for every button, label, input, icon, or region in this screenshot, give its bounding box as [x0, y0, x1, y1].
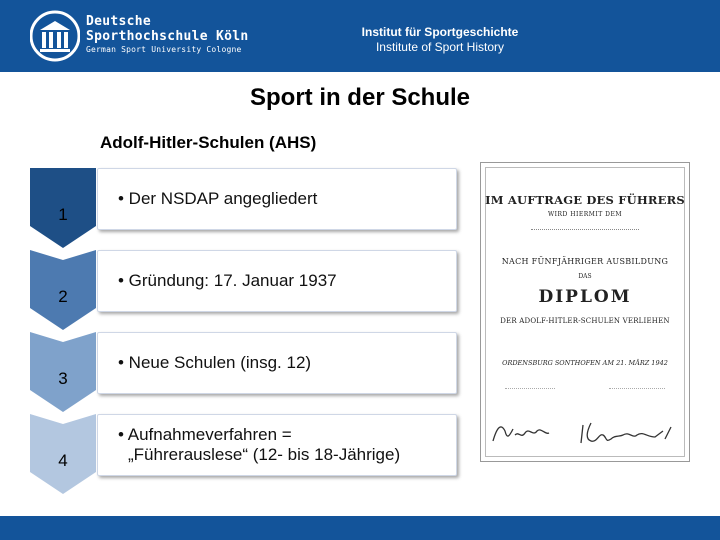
step-3-number: 3	[58, 369, 68, 388]
logo-line-2: Sporthochschule Köln	[86, 29, 249, 44]
header-bar	[0, 0, 720, 72]
step-3-text: • Neue Schulen (insg. 12)	[118, 353, 312, 372]
diploma-line-3: NACH FÜNFJÄHRIGER AUSBILDUNG	[501, 257, 669, 266]
diploma-sign-line-left	[505, 385, 555, 389]
step-1-box	[97, 168, 457, 230]
university-logo-icon	[30, 10, 80, 62]
university-name	[86, 14, 249, 56]
footer-bar	[0, 516, 720, 540]
step-2-text: • Gründung: 17. Januar 1937	[118, 271, 337, 290]
step-4-text-line-2: „Führerauslese“ (12- bis 18-Jährige)	[128, 445, 401, 464]
step-4-number: 4	[58, 451, 68, 470]
logo-line-3: German Sport University Cologne	[86, 45, 242, 54]
diploma-line-6: DER ADOLF-HITLER-SCHULEN VERLIEHEN	[500, 317, 670, 325]
logo-line-1: Deutsche	[86, 14, 152, 29]
institute-en: Institute of Sport History	[375, 40, 505, 54]
diploma-line-5: DIPLOM	[538, 287, 632, 307]
diploma-line-7: ORDENSBURG SONTHOFEN AM 21. MÄRZ 1942	[502, 359, 668, 367]
step-2-number: 2	[58, 287, 68, 306]
step-4-box	[97, 414, 457, 476]
diploma-blank-line	[531, 225, 639, 230]
institute-de: Institut für Sportgeschichte	[361, 25, 519, 39]
diploma-signatures-icon	[487, 417, 683, 449]
step-4-text	[118, 425, 400, 465]
step-3-box	[97, 332, 457, 394]
step-1-number: 1	[58, 205, 68, 224]
step-4-text-line-1: • Aufnahmeverfahren =	[118, 425, 292, 444]
diploma-line-2: WIRD HIERMIT DEM	[547, 211, 623, 218]
institute-name	[300, 25, 580, 55]
step-2-box	[97, 250, 457, 312]
slide-subtitle: Adolf-Hitler-Schulen (AHS)	[100, 133, 317, 152]
slide-title: Sport in der Schule	[249, 84, 471, 111]
diploma-document-image	[480, 162, 690, 462]
diploma-sign-line-right	[609, 385, 665, 389]
step-1-text: • Der NSDAP angegliedert	[118, 189, 318, 208]
diploma-line-4: DAS	[578, 273, 592, 280]
diploma-line-1: IM AUFTRAGE DES FÜHRERS	[485, 193, 685, 207]
